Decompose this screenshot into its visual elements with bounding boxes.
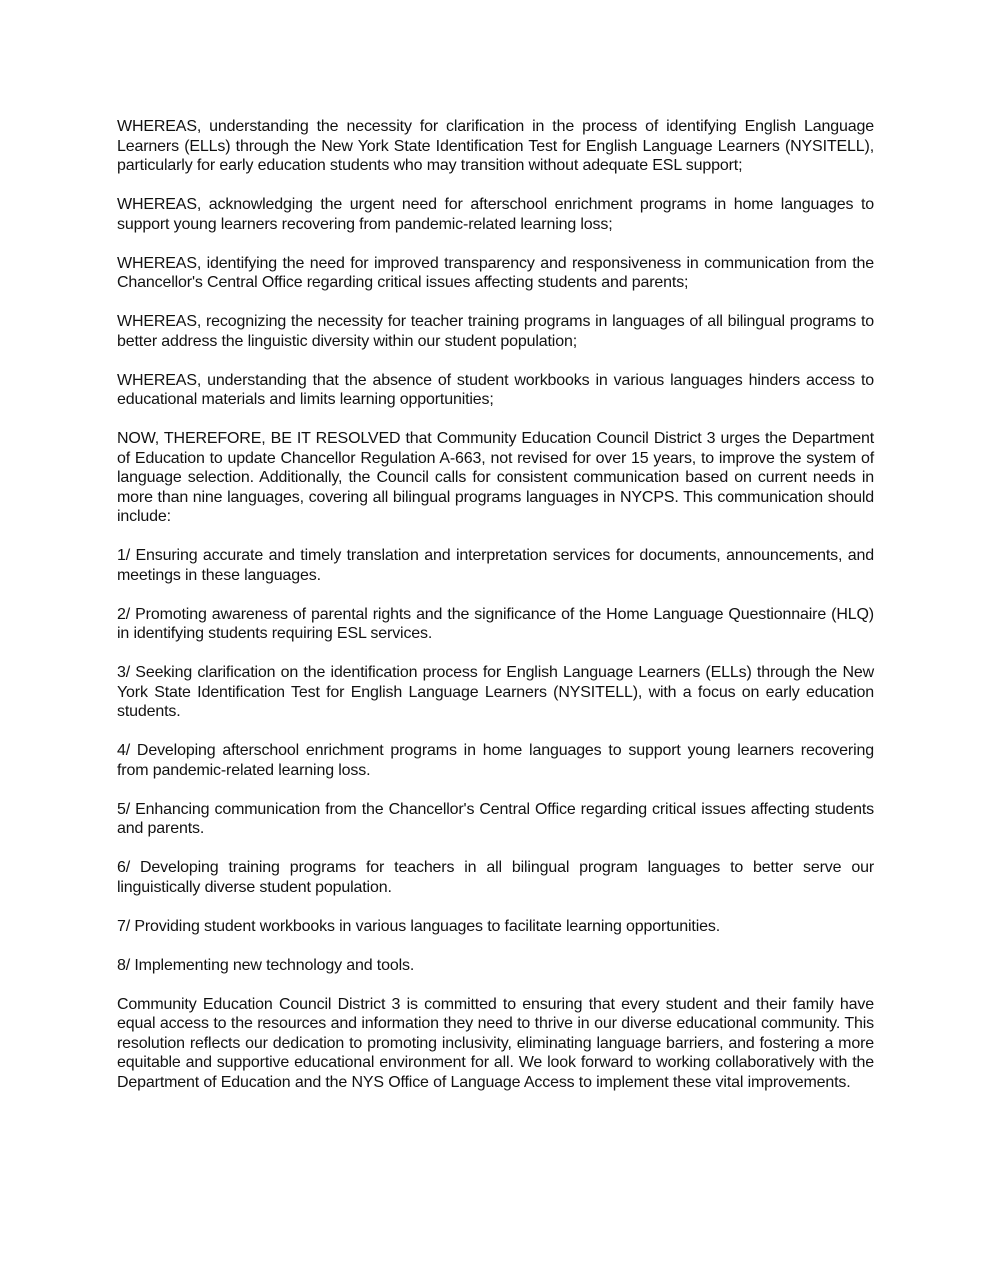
whereas-clause: WHEREAS, acknowledging the urgent need for afterschool enrichment programs in home languages to support young learners recovering from pandemic-related learning loss; — [117, 196, 874, 233]
whereas-clause: WHEREAS, understanding the necessity for clarification in the process of identifying English Language Learners (ELLs) through the New York State Identification Test for English Language Learners (NYSITELL), particularly for early education students who may transition without adequate ESL support; — [117, 118, 874, 174]
whereas-clause: WHEREAS, recognizing the necessity for teacher training programs in languages of all bilingual programs to better address the linguistic diversity within our student population; — [117, 313, 874, 350]
resolution-item: 2/ Promoting awareness of parental rights and the significance of the Home Language Questionnaire (HLQ) in identifying students requiring ESL services. — [117, 605, 874, 642]
document-page — [117, 117, 874, 1112]
resolution-item: 7/ Providing student workbooks in various languages to facilitate learning opportunities. — [117, 917, 721, 935]
resolution-item: 3/ Seeking clarification on the identification process for English Language Learners (ELLs) through the New York State Identification Test for English Language Learners (NYSITELL), with a focus on early education students. — [117, 664, 874, 720]
resolution-item: 4/ Developing afterschool enrichment programs in home languages to support young learners recovering from pandemic-related learning loss. — [117, 742, 874, 779]
closing-paragraph: Community Education Council District 3 is committed to ensuring that every student and their family have equal access to the resources and information they need to thrive in our diverse educational community. This resolution reflects our dedication to promoting inclusivity, eliminating language barriers, and fostering a more equitable and supportive educational environment for all. We look forward to working collaboratively with the Department of Education and the NYS Office of Language Access to implement these vital improvements. — [117, 995, 874, 1091]
resolution-item: 1/ Ensuring accurate and timely translation and interpretation services for documents, announcements, and meetings in these languages. — [117, 547, 874, 584]
resolution-paragraph: NOW, THEREFORE, BE IT RESOLVED that Community Education Council District 3 urges the Department of Education to update Chancellor Regulation A-663, not revised for over 15 years, to improve the system of language selection. Additionally, the Council calls for consistent communication based on current needs in more than nine languages, covering all bilingual programs languages in NYCPS. This communication should include: — [117, 430, 874, 525]
resolution-item: 8/ Implementing new technology and tools. — [117, 956, 415, 974]
resolution-item: 6/ Developing training programs for teachers in all bilingual program languages to better serve our linguistically diverse student population. — [117, 859, 874, 896]
resolution-item: 5/ Enhancing communication from the Chancellor's Central Office regarding critical issues affecting students and parents. — [117, 800, 874, 837]
whereas-clause: WHEREAS, understanding that the absence of student workbooks in various languages hinders access to educational materials and limits learning opportunities; — [117, 371, 874, 408]
whereas-clause: WHEREAS, identifying the need for improved transparency and responsiveness in communication from the Chancellor's Central Office regarding critical issues affecting students and parents; — [117, 254, 874, 291]
